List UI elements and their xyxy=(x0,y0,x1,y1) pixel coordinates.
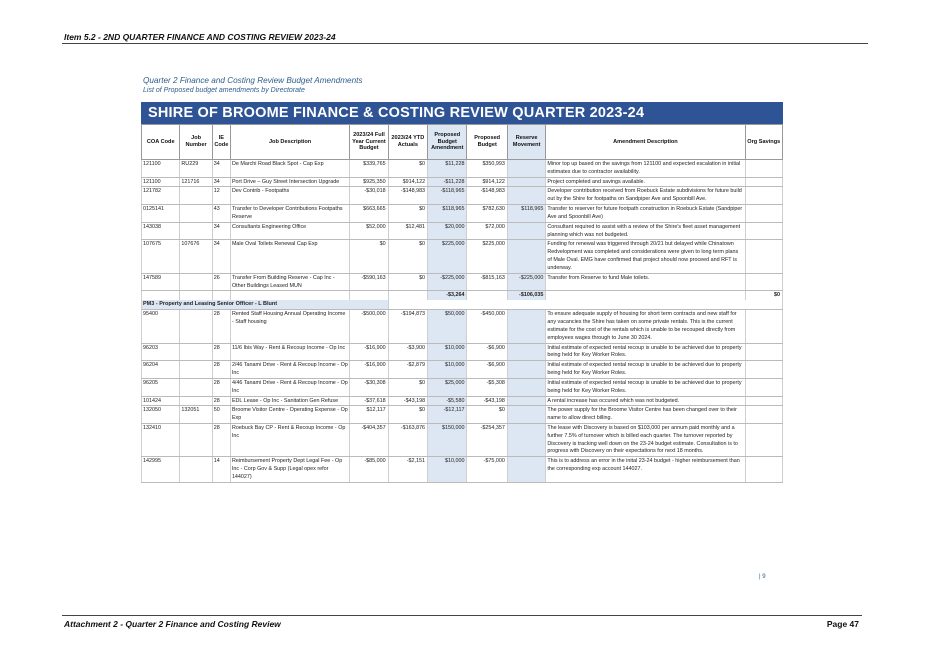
col-full-year-header: 2023/24 Full Year Current Budget xyxy=(350,125,388,160)
reserve-movement-cell xyxy=(507,457,545,482)
full-year-budget-cell: -$85,000 xyxy=(350,457,388,482)
proposed-budget-cell: $782,630 xyxy=(467,205,507,223)
proposed-budget-cell: $72,000 xyxy=(467,222,507,240)
amendment-description-cell: Project completed and savings available. xyxy=(546,177,745,187)
ie-cell: 34 xyxy=(212,160,230,178)
proposed-budget-cell: -$75,000 xyxy=(467,457,507,482)
org-savings-cell xyxy=(745,343,783,361)
ytd-actuals-cell: $0 xyxy=(388,205,427,223)
proposed-budget-cell: -$148,983 xyxy=(467,187,507,205)
proposed-amendment-cell: -$5,580 xyxy=(428,396,467,406)
table-row xyxy=(142,273,783,291)
ie-cell: 34 xyxy=(212,240,230,273)
ytd-actuals-cell: $12,481 xyxy=(388,222,427,240)
proposed-budget-cell: -$5,308 xyxy=(467,378,507,396)
amendment-description-cell: Initial estimate of expected rental recoup is unable to be achieved due to property being held for Key Worker Roles. xyxy=(546,378,745,396)
amendment-description-cell: The power supply for the Broome Visitor Centre has been changed over to their name to allow direct billing. xyxy=(546,406,745,424)
proposed-budget-cell: -$6,900 xyxy=(467,343,507,361)
ie-cell: 34 xyxy=(212,177,230,187)
table-row xyxy=(142,457,783,482)
proposed-amendment-cell: $11,228 xyxy=(428,160,467,178)
page-header xyxy=(62,31,868,44)
org-savings-cell xyxy=(745,273,783,291)
job-description-cell: Port Drive – Guy Street Intersection Upgrade xyxy=(230,177,349,187)
reserve-movement-cell xyxy=(507,406,545,424)
proposed-amendment-cell: -$12,117 xyxy=(428,406,467,424)
table-row xyxy=(142,423,783,456)
table-header-row xyxy=(142,125,783,160)
ie-cell: 14 xyxy=(212,457,230,482)
job-description-cell: Broome Visitor Centre - Operating Expense - Op Exp xyxy=(230,406,349,424)
table-row xyxy=(142,222,783,240)
job-cell xyxy=(180,423,212,456)
ie-cell: 26 xyxy=(212,273,230,291)
job-description-cell: Rented Staff Housing Annual Operating Income - Staff housing xyxy=(230,310,349,343)
coa-cell: 121100 xyxy=(142,160,180,178)
reserve-movement-cell: -$225,000 xyxy=(507,273,545,291)
full-year-budget-cell: $0 xyxy=(350,240,388,273)
full-year-budget-cell: -$37,618 xyxy=(350,396,388,406)
table-row xyxy=(142,361,783,379)
reserve-movement-cell xyxy=(507,187,545,205)
col-proposed-amendment-header: Proposed Budget Amendment xyxy=(428,125,467,160)
org-savings-cell xyxy=(745,396,783,406)
amendment-description-cell: To ensure adequate supply of housing for short term contracts and new staff for any vacancies the Shire has taken on some private rentals. This is the current estimate for the cost of the rentals which is unable to be recouped directly from employees wages through to June 30 2024. xyxy=(546,310,745,343)
full-year-budget-cell: $663,665 xyxy=(350,205,388,223)
section-title: PM3 - Property and Leasing Senior Officer - L Blunt xyxy=(142,300,389,309)
table-row xyxy=(142,160,783,178)
amendment-description-cell: Funding for renewal was triggered through 20/21 but delayed while Chinatown Redvelopment was completed and considerations were given to long term plans of Male Oval. EMG have confirmed that project should now proceed and RFT is underway. xyxy=(546,240,745,273)
ytd-actuals-cell: $0 xyxy=(388,273,427,291)
job-description-cell: Roebuck Bay CP - Rent & Recoup Income - Op Inc xyxy=(230,423,349,456)
amendment-description-cell: Transfer from Reserve to fund Male toilets. xyxy=(546,273,745,291)
ie-cell: 50 xyxy=(212,406,230,424)
subtotal-reserve: -$106,035 xyxy=(507,291,545,300)
job-description-cell: 2/46 Tanami Drive - Rent & Recoup Income - Op Inc xyxy=(230,361,349,379)
proposed-amendment-cell: $10,000 xyxy=(428,343,467,361)
org-savings-cell xyxy=(745,310,783,343)
table-body-property xyxy=(142,310,783,483)
job-cell xyxy=(180,343,212,361)
intro-subtitle: List of Proposed budget amendments by Directorate xyxy=(143,87,305,94)
full-year-budget-cell: -$16,900 xyxy=(350,361,388,379)
amendment-description-cell: Consultant required to assist with a review of the Shire's fleet asset management planning which was not budgeted. xyxy=(546,222,745,240)
job-description-cell: 11/6 Ibis Way - Rent & Recoup Income - Op Inc xyxy=(230,343,349,361)
table-subtotal xyxy=(142,291,783,310)
org-savings-cell xyxy=(745,222,783,240)
org-savings-cell xyxy=(745,378,783,396)
full-year-budget-cell: $339,765 xyxy=(350,160,388,178)
proposed-amendment-cell: $50,000 xyxy=(428,310,467,343)
table-row xyxy=(142,378,783,396)
ytd-actuals-cell: $0 xyxy=(388,406,427,424)
proposed-budget-cell: $914,122 xyxy=(467,177,507,187)
org-savings-cell xyxy=(745,177,783,187)
job-cell xyxy=(180,361,212,379)
job-cell xyxy=(180,187,212,205)
reserve-movement-cell xyxy=(507,240,545,273)
org-savings-cell xyxy=(745,423,783,456)
ytd-actuals-cell: -$148,983 xyxy=(388,187,427,205)
table-row xyxy=(142,177,783,187)
reserve-movement-cell xyxy=(507,222,545,240)
full-year-budget-cell: -$30,018 xyxy=(350,187,388,205)
coa-cell: 95400 xyxy=(142,310,180,343)
proposed-budget-cell: -$43,198 xyxy=(467,396,507,406)
job-description-cell: De Marchi Road Black Spot - Cap Exp xyxy=(230,160,349,178)
reserve-movement-cell xyxy=(507,343,545,361)
job-cell: 132051 xyxy=(180,406,212,424)
ytd-actuals-cell: $914,122 xyxy=(388,177,427,187)
banner-title: SHIRE OF BROOME FINANCE & COSTING REVIEW QUARTER 2023-24 xyxy=(148,105,645,121)
proposed-amendment-cell: $20,000 xyxy=(428,222,467,240)
subtotal-row xyxy=(142,291,783,300)
table-row xyxy=(142,396,783,406)
org-savings-cell xyxy=(745,406,783,424)
amendment-description-cell: Developer contribution received from Roebuck Estate subdivisions for future build out by the Shire for footpaths on Sandpiper Ave and Spoonbill Ave. xyxy=(546,187,745,205)
amendment-description-cell: Minor top up based on the savings from 121100 and expected escalation in initial estimates due to contractor availability. xyxy=(546,160,745,178)
proposed-budget-cell: -$6,900 xyxy=(467,361,507,379)
ytd-actuals-cell: -$163,876 xyxy=(388,423,427,456)
ie-cell: 34 xyxy=(212,222,230,240)
proposed-budget-cell: -$254,357 xyxy=(467,423,507,456)
ie-cell: 12 xyxy=(212,187,230,205)
job-cell xyxy=(180,310,212,343)
amendment-description-cell: A rental increase has occured which was not budgeted. xyxy=(546,396,745,406)
table-row xyxy=(142,310,783,343)
ie-cell: 28 xyxy=(212,378,230,396)
full-year-budget-cell: -$590,163 xyxy=(350,273,388,291)
job-cell xyxy=(180,396,212,406)
coa-cell: 0125141 xyxy=(142,205,180,223)
full-year-budget-cell: -$404,357 xyxy=(350,423,388,456)
coa-cell: 96203 xyxy=(142,343,180,361)
full-year-budget-cell: -$16,900 xyxy=(350,343,388,361)
proposed-amendment-cell: $150,000 xyxy=(428,423,467,456)
proposed-amendment-cell: $10,000 xyxy=(428,457,467,482)
table-row xyxy=(142,343,783,361)
table-row xyxy=(142,205,783,223)
proposed-amendment-cell: $225,000 xyxy=(428,240,467,273)
footer-attachment-label: Attachment 2 - Quarter 2 Finance and Costing Review xyxy=(64,619,281,629)
proposed-amendment-cell: $118,965 xyxy=(428,205,467,223)
reserve-movement-cell xyxy=(507,396,545,406)
coa-cell: 101424 xyxy=(142,396,180,406)
table-row xyxy=(142,240,783,273)
job-cell xyxy=(180,378,212,396)
coa-cell: 143038 xyxy=(142,222,180,240)
reserve-movement-cell xyxy=(507,378,545,396)
col-job-header: Job Number xyxy=(180,125,212,160)
intro-block xyxy=(143,76,363,94)
coa-cell: 132050 xyxy=(142,406,180,424)
ie-cell: 28 xyxy=(212,396,230,406)
job-description-cell: Consultants Engineering Office xyxy=(230,222,349,240)
ytd-actuals-cell: -$43,198 xyxy=(388,396,427,406)
full-year-budget-cell: $52,000 xyxy=(350,222,388,240)
col-proposed-budget-header: Proposed Budget xyxy=(467,125,507,160)
job-description-cell: EDL Lease - Op Inc - Sanitation Gen Refuse xyxy=(230,396,349,406)
org-savings-cell xyxy=(745,240,783,273)
page-header-title: Item 5.2 - 2ND QUARTER FINANCE AND COSTING REVIEW 2023-24 xyxy=(64,32,336,42)
proposed-budget-cell: -$450,000 xyxy=(467,310,507,343)
table-row xyxy=(142,406,783,424)
intro-title: Quarter 2 Finance and Costing Review Budget Amendments xyxy=(143,76,363,85)
org-savings-cell xyxy=(745,187,783,205)
job-description-cell: Transfer From Building Reserve - Cap Inc - Other Buildings Leased MUN xyxy=(230,273,349,291)
amendment-description-cell: The lease with Discovery is based on $103,000 per annum paid monthly and a further 7.5% of turnover which is billed each quarter. The turnover reported by Discovery is tracking well down on the 23-24 budget estimate. Consultation is to progress with Discovery on their expectations for next 18 months. xyxy=(546,423,745,456)
amendment-description-cell: Initial estimate of expected rental recoup is unable to be achieved due to property being held for Key Worker Roles. xyxy=(546,343,745,361)
job-cell xyxy=(180,273,212,291)
ie-cell: 28 xyxy=(212,423,230,456)
report-banner xyxy=(141,102,783,124)
proposed-amendment-cell: -$225,000 xyxy=(428,273,467,291)
proposed-budget-cell: $350,993 xyxy=(467,160,507,178)
reserve-movement-cell xyxy=(507,361,545,379)
footer-page-number: Page 47 xyxy=(826,619,859,629)
proposed-amendment-cell: -$118,965 xyxy=(428,187,467,205)
proposed-amendment-cell: $10,000 xyxy=(428,361,467,379)
full-year-budget-cell: -$500,000 xyxy=(350,310,388,343)
page-footer xyxy=(62,615,862,629)
coa-cell: 96204 xyxy=(142,361,180,379)
table-body-directorate xyxy=(142,160,783,291)
job-description-cell: Transfer to Developer Contributions Footpaths Reserve xyxy=(230,205,349,223)
subtotal-amendment: -$3,264 xyxy=(428,291,467,300)
ie-cell: 43 xyxy=(212,205,230,223)
coa-cell: 107675 xyxy=(142,240,180,273)
reserve-movement-cell: $118,965 xyxy=(507,205,545,223)
full-year-budget-cell: $12,117 xyxy=(350,406,388,424)
page-mark: | 9 xyxy=(759,574,766,580)
job-cell xyxy=(180,457,212,482)
coa-cell: 142995 xyxy=(142,457,180,482)
ytd-actuals-cell: -$194,873 xyxy=(388,310,427,343)
col-amendment-desc-header: Amendment Description xyxy=(546,125,745,160)
amendment-description-cell: Transfer to reserver for future footpath construction in Roebuck Estate (Sandpiper Ave and Spoonbill Ave) xyxy=(546,205,745,223)
job-description-cell: Reimbursement Property Dept Legal Fee - Op Inc - Corp Gov & Supp (Legal opex refor 144027) xyxy=(230,457,349,482)
budget-amendments-table xyxy=(141,124,783,483)
ytd-actuals-cell: -$2,879 xyxy=(388,361,427,379)
ie-cell: 28 xyxy=(212,343,230,361)
col-ytd-header: 2023/24 YTD Actuals xyxy=(388,125,427,160)
coa-cell: 132410 xyxy=(142,423,180,456)
org-savings-cell xyxy=(745,160,783,178)
col-desc-header: Job Description xyxy=(230,125,349,160)
ytd-actuals-cell: $0 xyxy=(388,240,427,273)
job-description-cell: Dev Contrib - Footpaths xyxy=(230,187,349,205)
org-savings-cell xyxy=(745,361,783,379)
coa-cell: 121100 xyxy=(142,177,180,187)
job-description-cell: 4/46 Tanami Drive - Rent & Recoup Income - Op Inc xyxy=(230,378,349,396)
reserve-movement-cell xyxy=(507,310,545,343)
job-description-cell: Male Oval Toilets Renewal Cap Exp xyxy=(230,240,349,273)
proposed-budget-cell: $225,000 xyxy=(467,240,507,273)
col-coa-header: COA Code xyxy=(142,125,180,160)
col-org-savings-header: Org Savings xyxy=(745,125,783,160)
ytd-actuals-cell: $0 xyxy=(388,160,427,178)
job-cell: RU229 xyxy=(180,160,212,178)
proposed-amendment-cell: $25,000 xyxy=(428,378,467,396)
col-ie-header: IE Code xyxy=(212,125,230,160)
coa-cell: 96205 xyxy=(142,378,180,396)
amendment-description-cell: This is to address an error in the inital 23-24 budget - higher reimbursement than the corresponding exp account 144027. xyxy=(546,457,745,482)
org-savings-cell xyxy=(745,205,783,223)
proposed-budget-cell: $0 xyxy=(467,406,507,424)
reserve-movement-cell xyxy=(507,423,545,456)
ie-cell: 28 xyxy=(212,310,230,343)
org-savings-cell xyxy=(745,457,783,482)
ytd-actuals-cell: -$2,151 xyxy=(388,457,427,482)
coa-cell: 147589 xyxy=(142,273,180,291)
amendment-description-cell: Initial estimate of expected rental recoup is unable to be achieved due to property being held for Key Worker Roles. xyxy=(546,361,745,379)
subtotal-org-savings: $0 xyxy=(745,291,783,300)
job-cell: 107676 xyxy=(180,240,212,273)
coa-cell: 121782 xyxy=(142,187,180,205)
reserve-movement-cell xyxy=(507,160,545,178)
full-year-budget-cell: -$30,308 xyxy=(350,378,388,396)
ytd-actuals-cell: $0 xyxy=(388,378,427,396)
ie-cell: 28 xyxy=(212,361,230,379)
table-row xyxy=(142,187,783,205)
section-header-row xyxy=(142,300,783,309)
proposed-budget-cell: -$815,163 xyxy=(467,273,507,291)
proposed-amendment-cell: -$11,228 xyxy=(428,177,467,187)
job-cell xyxy=(180,205,212,223)
job-cell: 121716 xyxy=(180,177,212,187)
ytd-actuals-cell: -$3,900 xyxy=(388,343,427,361)
full-year-budget-cell: $925,350 xyxy=(350,177,388,187)
reserve-movement-cell xyxy=(507,177,545,187)
job-cell xyxy=(180,222,212,240)
col-reserve-header: Reserve Movement xyxy=(507,125,545,160)
